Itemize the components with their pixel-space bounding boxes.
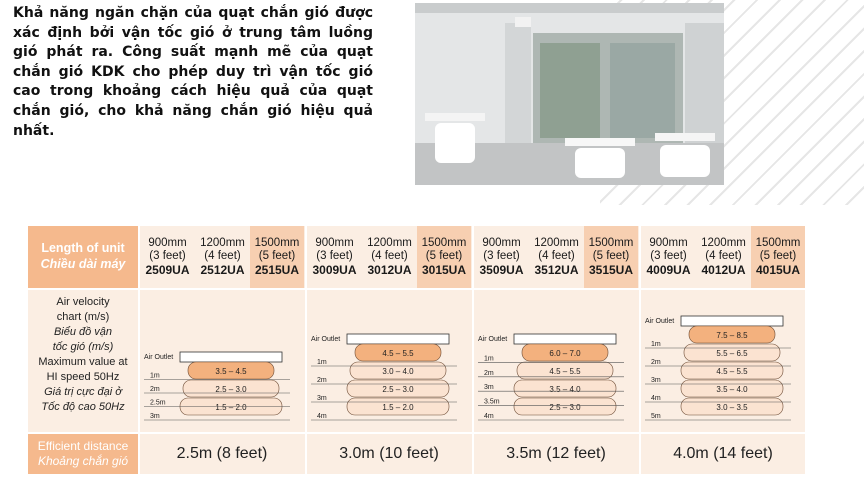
- model-feet: (3 feet): [149, 250, 186, 262]
- model-3512UA: [529, 226, 584, 288]
- row-label-line: Giá trị cực đại ở: [44, 386, 122, 398]
- model-feet: (4 feet): [705, 250, 742, 262]
- footer-label-vi: Khoảng chắn gió: [37, 454, 129, 468]
- column-divider: [138, 226, 140, 474]
- model-feet: (5 feet): [759, 250, 797, 262]
- column-divider: [639, 226, 641, 474]
- air-outlet-label: Air Outlet: [645, 318, 675, 325]
- velocity-band-label: 2.5 – 3.0: [382, 385, 414, 394]
- distance-label: 4m: [317, 413, 327, 420]
- model-2515UA: [250, 226, 304, 288]
- column-divider: [305, 226, 307, 474]
- model-4012UA: [696, 226, 751, 288]
- efficient-distance-label: [28, 434, 138, 474]
- velocity-band-label: 4.5 – 5.5: [549, 367, 581, 376]
- air-velocity-chart: [307, 290, 471, 432]
- model-3009UA: [307, 226, 362, 288]
- distance-label: 1m: [484, 355, 494, 363]
- air-outlet-box: [681, 316, 783, 326]
- efficient-distance-value: 3.0m (10 feet): [339, 445, 439, 462]
- model-length: 900mm: [148, 237, 187, 249]
- model-3015UA: [417, 226, 471, 288]
- model-length: 1200mm: [200, 237, 245, 249]
- distance-label: 2m: [484, 369, 494, 377]
- distance-label: 3m: [150, 413, 160, 420]
- velocity-band-label: 5.5 – 6.5: [716, 349, 748, 358]
- model-length: 900mm: [482, 237, 521, 249]
- model-feet: (4 feet): [371, 250, 408, 262]
- velocity-band-label: 7.5 – 8.5: [716, 331, 748, 340]
- header-label-en: Length of unit: [41, 241, 125, 255]
- model-length: 1200mm: [534, 237, 579, 249]
- model-4015UA: [751, 226, 805, 288]
- efficient-distance-value: 4.0m (14 feet): [673, 445, 773, 462]
- model-code: 2515UA: [254, 263, 300, 277]
- row-label-line: Maximum value at: [38, 356, 128, 368]
- model-code: 4015UA: [755, 263, 801, 277]
- distance-label: 1m: [317, 359, 327, 366]
- column-divider: [472, 226, 474, 474]
- row-label-line: chart (m/s): [56, 311, 110, 323]
- length-of-unit-header: [28, 226, 138, 288]
- distance-label: 1m: [150, 372, 160, 380]
- distance-label: 4m: [651, 395, 661, 402]
- model-length: 1200mm: [701, 237, 746, 249]
- model-feet: (4 feet): [538, 250, 575, 262]
- efficient-distance-value: 2.5m (8 feet): [176, 445, 268, 462]
- model-length: 1500mm: [254, 237, 300, 249]
- model-3515UA: [584, 226, 638, 288]
- model-feet: (3 feet): [316, 250, 353, 262]
- model-length: 1500mm: [588, 237, 634, 249]
- velocity-band-label: 4.5 – 5.5: [716, 367, 748, 376]
- air-velocity-svg: [307, 290, 471, 432]
- model-length: 900mm: [315, 237, 354, 249]
- velocity-band-label: 3.5 – 4.0: [549, 385, 581, 394]
- air-outlet-box: [514, 334, 616, 344]
- model-feet: (3 feet): [483, 250, 520, 262]
- model-length: 1200mm: [367, 237, 412, 249]
- velocity-band-label: 4.5 – 5.5: [382, 349, 414, 358]
- efficient-distance-value: 3.5m (12 feet): [506, 445, 606, 462]
- model-code: 3009UA: [312, 263, 357, 277]
- distance-label: 5m: [651, 413, 661, 420]
- air-outlet-box: [180, 352, 282, 362]
- velocity-band-label: 6.0 – 7.0: [549, 349, 581, 358]
- velocity-band-label: 2.5 – 3.0: [215, 385, 247, 394]
- air-velocity-svg: [641, 290, 805, 432]
- row-divider: [28, 288, 805, 290]
- model-feet: (5 feet): [425, 250, 463, 262]
- row-label-line: Tốc độ cao 50Hz: [41, 401, 125, 413]
- air-outlet-label: Air Outlet: [144, 354, 174, 361]
- velocity-band-label: 1.5 – 2.0: [215, 403, 247, 412]
- distance-label: 4m: [484, 413, 494, 420]
- model-code: 3012UA: [367, 263, 412, 277]
- row-label-line: HI speed 50Hz: [46, 371, 120, 383]
- model-2512UA: [195, 226, 250, 288]
- velocity-band-label: 2.5 – 3.0: [549, 403, 581, 412]
- air-velocity-chart: [641, 290, 805, 432]
- footer-label-en: Efficient distance: [37, 439, 129, 453]
- model-feet: (5 feet): [258, 250, 296, 262]
- model-code: 4012UA: [701, 263, 746, 277]
- velocity-band-label: 3.0 – 3.5: [716, 403, 748, 412]
- model-length: 1500mm: [421, 237, 467, 249]
- distance-label: 3m: [484, 384, 494, 392]
- distance-label: 2m: [651, 359, 661, 366]
- velocity-band-label: 3.0 – 4.0: [382, 367, 414, 376]
- velocity-band-label: 3.5 – 4.0: [716, 385, 748, 394]
- air-outlet-label: Air Outlet: [311, 336, 341, 343]
- model-code: 2512UA: [200, 263, 245, 277]
- model-code: 3509UA: [479, 263, 524, 277]
- model-feet: (3 feet): [650, 250, 687, 262]
- intro-paragraph: Khả năng ngăn chặn của quạt chắn gió được xác định bởi vận tốc gió ở trung tâm luồng gió phát ra. Công suất mạnh mẽ của quạt chắn gió KDK cho phép duy trì vận tốc gió cao trong khoảng cách hiệu quả của quạt chắn gió, cho khả năng chắn gió hiệu quả nhất.: [13, 5, 373, 139]
- cafe-photo: [415, 3, 724, 185]
- air-velocity-label: [28, 290, 138, 432]
- model-code: 3515UA: [588, 263, 634, 277]
- velocity-band-label: 3.5 – 4.5: [215, 367, 247, 376]
- row-divider: [28, 432, 805, 434]
- model-feet: (4 feet): [204, 250, 241, 262]
- air-outlet-label: Air Outlet: [478, 336, 508, 343]
- distance-label: 2m: [150, 386, 160, 393]
- air-velocity-svg: [474, 290, 638, 432]
- air-outlet-box: [347, 334, 449, 344]
- model-code: 3015UA: [421, 263, 467, 277]
- model-code: 3512UA: [534, 263, 579, 277]
- header-label-vi: Chiều dài máy: [40, 257, 126, 271]
- distance-label: 3m: [651, 377, 661, 384]
- distance-label: 1m: [651, 341, 661, 348]
- model-4009UA: [641, 226, 696, 288]
- air-velocity-svg: [140, 290, 304, 432]
- row-label-line: Biểu đồ vận: [53, 326, 113, 338]
- model-3509UA: [474, 226, 529, 288]
- model-2509UA: [140, 226, 195, 288]
- distance-label: 3.5m: [484, 398, 500, 406]
- model-3012UA: [362, 226, 417, 288]
- row-label-line: Air velocity: [56, 296, 110, 308]
- row-label-line: tốc gió (m/s): [52, 341, 114, 353]
- model-length: 1500mm: [755, 237, 801, 249]
- velocity-band-label: 1.5 – 2.0: [382, 403, 414, 412]
- air-velocity-chart: [140, 290, 304, 432]
- distance-label: 2.5m: [150, 399, 166, 407]
- model-code: 2509UA: [145, 263, 190, 277]
- model-length: 900mm: [649, 237, 688, 249]
- distance-label: 3m: [317, 395, 327, 402]
- model-feet: (5 feet): [592, 250, 630, 262]
- air-velocity-chart: [474, 290, 638, 432]
- specification-table: [28, 226, 805, 474]
- model-code: 4009UA: [646, 263, 691, 277]
- distance-label: 2m: [317, 377, 327, 384]
